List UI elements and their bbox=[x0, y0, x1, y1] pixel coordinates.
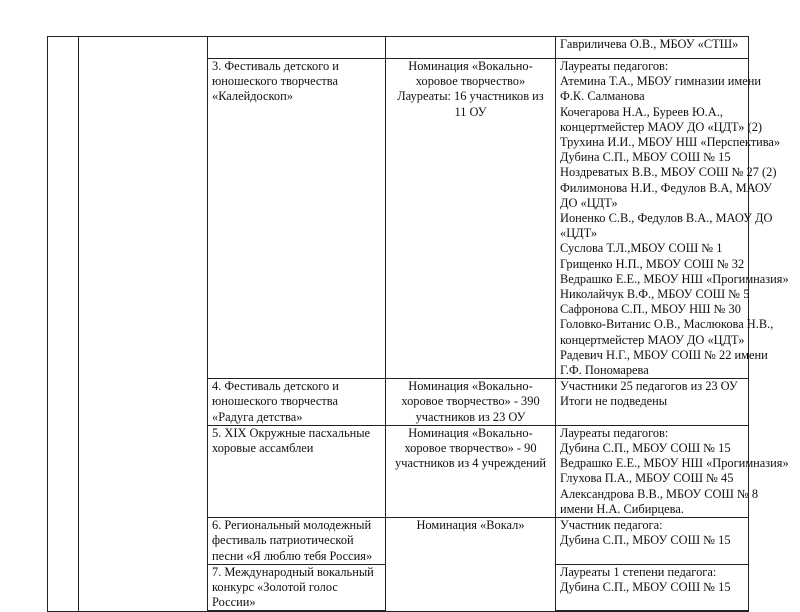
category-column-cell bbox=[79, 37, 208, 612]
event-cell: 5. XIX Окружные пасхальные хоровые ассамблеи bbox=[208, 425, 386, 517]
nomination-cell: Номинация «Вокал» bbox=[386, 518, 556, 612]
results-cell bbox=[556, 37, 749, 59]
event-cell: 7. Международный вокальный конкурс «Золотой голос России» bbox=[208, 564, 386, 611]
result-line: Дубина С.П., МБОУ СОШ № 15 bbox=[560, 150, 731, 165]
result-line: Грищенко Н.П., МБОУ СОШ № 32 bbox=[560, 256, 745, 271]
results-cell bbox=[556, 564, 749, 611]
result-line: Кочегарова Н.А., Буреев Ю.А., bbox=[560, 104, 723, 119]
result-line: Филимонова Н.И., Федулов В.А, МАОУ bbox=[560, 180, 772, 195]
result-line: Участники 25 педагогов из 23 ОУ bbox=[560, 379, 738, 394]
results-cell bbox=[556, 425, 789, 517]
results-cell bbox=[556, 59, 789, 379]
result-line: Ведрашко Е.Е., МБОУ НШ «Прогимназия» bbox=[560, 456, 789, 471]
result-line: имени Н.А. Сибирцева. bbox=[560, 501, 684, 516]
result-line: Глухова П.А., МБОУ СОШ № 45 bbox=[560, 471, 734, 486]
result-line: Г.Ф. Пономарева bbox=[560, 363, 649, 378]
result-line: Радевич Н.Г., МБОУ СОШ № 22 имени bbox=[560, 347, 768, 362]
result-line: Александрова В.В., МБОУ СОШ № 8 bbox=[560, 486, 759, 501]
index-column-cell bbox=[48, 37, 79, 612]
result-line: Сафронова С.П., МБОУ НШ № 30 bbox=[560, 302, 741, 317]
result-line: Лауреаты 1 степени педагога: bbox=[560, 564, 717, 579]
event-cell bbox=[208, 37, 386, 59]
result-line: Ф.К. Салманова bbox=[560, 89, 645, 104]
result-line: Атемина Т.А., МБОУ гимназии имени bbox=[560, 74, 761, 89]
result-line: Дубина С.П., МБОУ СОШ № 15 bbox=[560, 533, 731, 548]
event-cell: 6. Региональный молодежный фестиваль патриотической песни «Я люблю тебя Россия» bbox=[208, 518, 386, 565]
result-line: Ведрашко Е.Е., МБОУ НШ «Прогимназия» bbox=[560, 271, 789, 286]
result-line: Участник педагога: bbox=[560, 518, 663, 533]
result-line: Головко-Витанис О.В., Маслюкова Н.В., bbox=[560, 317, 774, 332]
event-cell: 3. Фестиваль детского и юношеского творчества «Калейдоскоп» bbox=[208, 59, 386, 379]
nomination-cell bbox=[386, 37, 556, 59]
nomination-cell: Номинация «Вокально-хоровое творчество» - 90 участников из 4 учреждений bbox=[386, 425, 556, 517]
result-line: Дубина С.П., МБОУ СОШ № 15 bbox=[560, 441, 731, 456]
result-line: Трухина И.И., МБОУ НШ «Перспектива» bbox=[560, 135, 781, 150]
result-line: Итоги не подведены bbox=[560, 394, 668, 409]
result-line: Ионенко С.В., Федулов В.А., МАОУ ДО bbox=[560, 211, 773, 226]
result-line: концертмейстер МАОУ ДО «ЦДТ» (2) bbox=[560, 119, 763, 134]
awards-table bbox=[47, 36, 789, 612]
nomination-cell: Номинация «Вокально-хоровое творчество» - 390 участников из 23 ОУ bbox=[386, 379, 556, 426]
results-cell bbox=[556, 518, 749, 565]
result-line: «ЦДТ» bbox=[560, 226, 598, 241]
result-line: Дубина С.П., МБОУ СОШ № 15 bbox=[560, 579, 731, 594]
nomination-cell: Номинация «Вокально-хоровое творчество» Лауреаты: 16 участников из 11 ОУ bbox=[386, 59, 556, 379]
result-line: Гавриличева О.В., МБОУ «СТШ» bbox=[560, 37, 739, 51]
event-cell: 4. Фестиваль детского и юношеского творчества «Радуга детства» bbox=[208, 379, 386, 426]
result-line: Лауреаты педагогов: bbox=[560, 425, 669, 440]
result-line: Лауреаты педагогов: bbox=[560, 59, 669, 73]
result-line: концертмейстер МАОУ ДО «ЦДТ» bbox=[560, 332, 745, 347]
table-row bbox=[48, 37, 749, 59]
results-cell bbox=[556, 379, 749, 426]
result-line: ДО «ЦДТ» bbox=[560, 195, 618, 210]
result-line: Ноздреватых В.В., МБОУ СОШ № 27 (2) bbox=[560, 165, 777, 180]
result-line: Суслова Т.Л.,МБОУ СОШ № 1 bbox=[560, 241, 723, 256]
result-line: Николайчук В.Ф., МБОУ СОШ № 5 bbox=[560, 287, 750, 302]
